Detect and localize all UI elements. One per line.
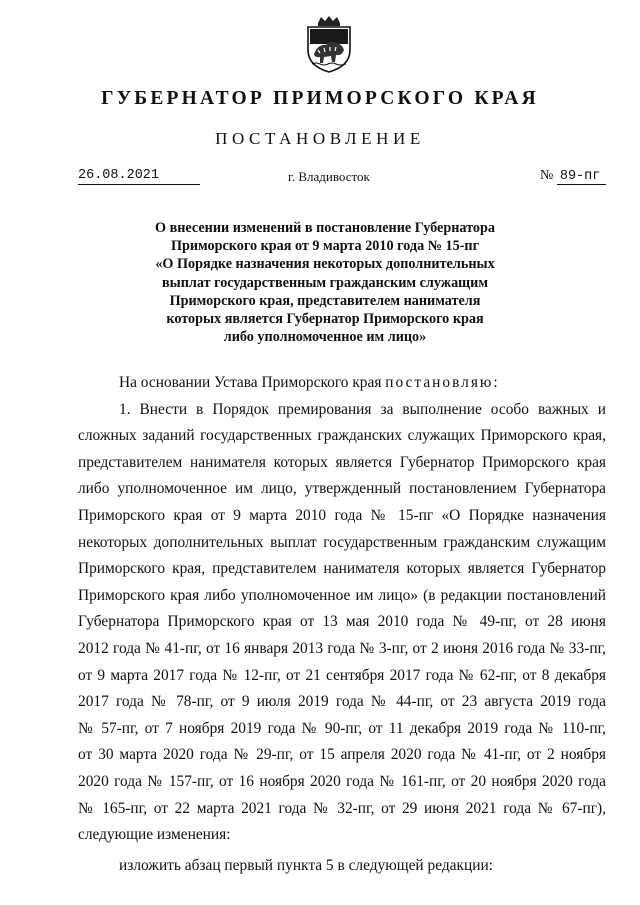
- coat-of-arms-emblem: [302, 14, 356, 74]
- paragraph-line: представителем нанимателя которых является Губернатор Приморского края: [78, 453, 606, 471]
- document-type: ПОСТАНОВЛЕНИЕ: [215, 129, 425, 148]
- paragraph-line: Приморского края от 9 марта 2010 года № 15-пг «О Порядке назначения: [78, 506, 606, 524]
- paragraph-line: Губернатора Приморского края от 13 мая 2010 года № 49-пг, от 28 июня: [78, 613, 606, 631]
- paragraph-line: от 9 марта 2017 года № 12-пг, от 21 сентября 2017 года № 62-пг, от 8 декабря: [78, 666, 606, 684]
- paragraph-line: следующие изменения:: [78, 826, 231, 844]
- title-line: О внесении изменений в постановление Губернатора: [155, 220, 495, 236]
- document-body: [78, 370, 606, 879]
- paragraph-line: 2017 года № 78-пг, от 9 июля 2019 года № 44-пг, от 23 августа 2019 года: [78, 693, 606, 711]
- number-value: 89-пг: [557, 169, 607, 185]
- paragraph-line: 2012 года № 41-пг, от 16 января 2013 года № 3-пг, от 2 июня 2016 года № 33-пг,: [78, 639, 606, 657]
- paragraph-line: Приморского края, представителем нанимателя которых является Губернатор: [78, 560, 606, 578]
- paragraph-line: № 165-пг, от 22 марта 2021 года № 32-пг, от 29 июня 2021 года № 67-пг),: [78, 799, 606, 817]
- paragraph-line: от 30 марта 2020 года № 29-пг, от 15 апреля 2020 года № 41-пг, от 2 ноября: [78, 746, 606, 764]
- title-line: Приморского края от 9 марта 2010 года № 15-пг: [170, 238, 480, 255]
- title-line: Приморского края, представителем нанимателя: [169, 292, 481, 309]
- number-prefix: №: [540, 168, 554, 183]
- intro-decree-word: постановляю:: [385, 374, 500, 391]
- document-city: г. Владивосток: [288, 169, 370, 184]
- document-date: 26.08.2021: [78, 167, 200, 185]
- intro-paragraph: [78, 370, 606, 397]
- paragraph-line: либо уполномоченное им лицо, утвержденный постановлением Губернатора: [78, 480, 606, 498]
- title-line: «О Порядке назначения некоторых дополнительных: [155, 256, 495, 273]
- paragraph-line: некоторых дополнительных выплат государственным гражданским служащим: [78, 533, 606, 551]
- paragraph-line: № 57-пг, от 7 ноября 2019 года № 90-пг, от 11 декабря 2019 года № 110-пг,: [78, 719, 606, 737]
- title-line: которых является Губернатор Приморского края: [166, 311, 484, 328]
- paragraph-line: 1. Внести в Порядок премирования за выполнение особо важных и: [119, 400, 606, 418]
- paragraph-line: 2020 года № 157-пг, от 16 ноября 2020 года № 161-пг, от 20 ноября 2020 года: [78, 772, 606, 790]
- title-line: либо уполномоченное им лицо»: [223, 329, 427, 346]
- document-number: [540, 167, 606, 185]
- paragraph-line: Приморского края либо уполномоченное им лицо» (в редакции постановлений: [78, 586, 606, 604]
- intro-text: На основании Устава Приморского края: [119, 374, 386, 391]
- instruction-line: изложить абзац первый пункта 5 в следующей редакции:: [119, 856, 493, 874]
- paragraph-line: сложных заданий государственных гражданских служащих Приморского края,: [78, 427, 606, 445]
- title-line: выплат государственным гражданским служащим: [161, 274, 488, 291]
- issuing-authority: ГУБЕРНАТОР ПРИМОРСКОГО КРАЯ: [101, 88, 539, 109]
- document-title: [120, 219, 530, 346]
